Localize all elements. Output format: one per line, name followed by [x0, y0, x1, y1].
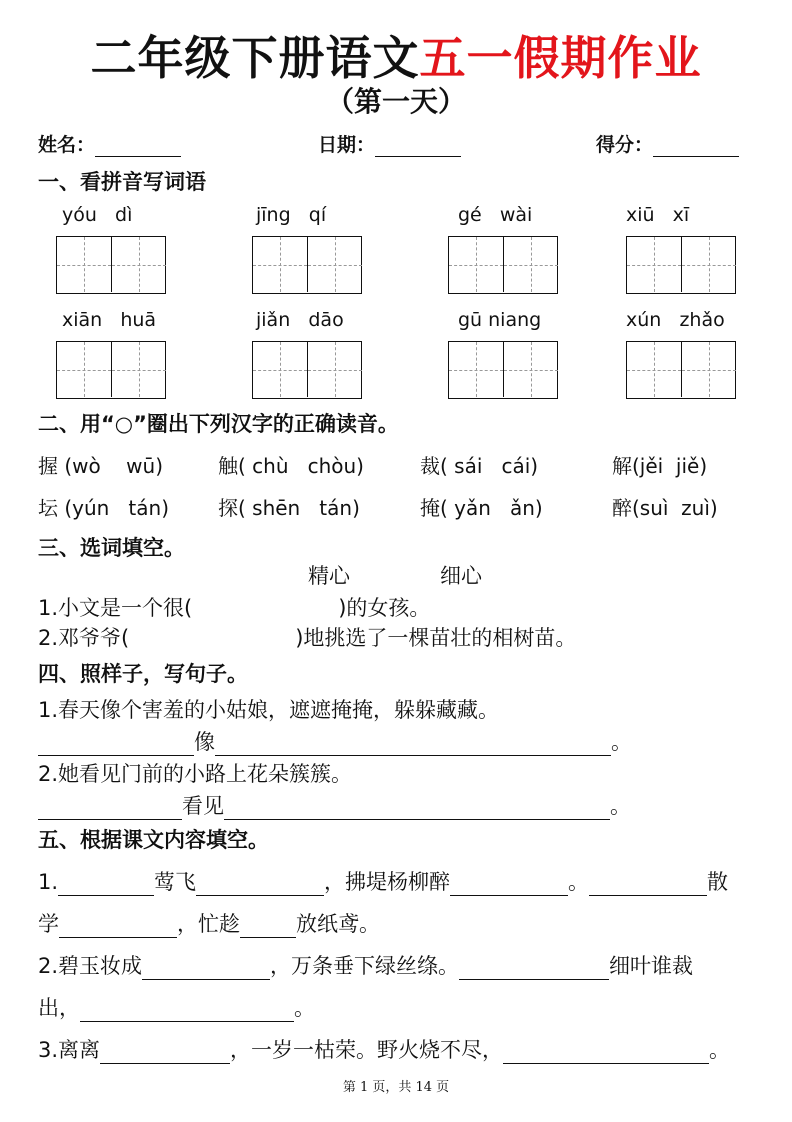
score-blank[interactable] — [653, 134, 739, 157]
fill-text: ，一岁一枯荣。野火烧不尽， — [230, 1038, 504, 1062]
reading-choice[interactable]: 触( chù chòu) — [218, 454, 364, 478]
section-1-heading: 一、看拼音写词语 — [38, 170, 206, 194]
writing-grid[interactable] — [448, 236, 558, 294]
period: 。 — [610, 794, 631, 818]
pinyin-label: xiū xī — [626, 204, 690, 226]
period: 。 — [611, 730, 632, 754]
date-blank[interactable] — [375, 134, 461, 157]
word-option: 细心 — [440, 564, 482, 588]
fill-text: 。 — [294, 996, 315, 1020]
name-field — [38, 130, 181, 157]
poem-fill-line-1 — [38, 866, 728, 896]
fill-text: ，忙趁 — [177, 912, 240, 936]
fill-text: 。 — [709, 1038, 731, 1062]
answer-blank[interactable] — [58, 873, 154, 896]
fill-text: 散 — [707, 870, 729, 894]
pinyin-label: yóu dì — [62, 204, 133, 226]
poem-fill-line-5 — [38, 1034, 730, 1064]
answer-blank[interactable] — [80, 999, 294, 1022]
q1-prefix: 1.小文是一个很( — [38, 596, 193, 620]
imitate-keyword: 看见 — [182, 794, 224, 818]
date-label: 日期： — [318, 134, 376, 156]
imitate-line-2 — [38, 790, 631, 820]
pinyin-label: jīng qí — [256, 204, 327, 226]
pinyin-label: xiān huā — [62, 309, 157, 331]
score-field — [596, 130, 739, 157]
reading-choice[interactable]: 解(jěi jiě) — [612, 454, 708, 478]
q1-suffix: )的女孩。 — [338, 596, 431, 620]
answer-blank[interactable] — [240, 915, 296, 938]
answer-blank[interactable] — [196, 873, 324, 896]
writing-grid[interactable] — [252, 341, 362, 399]
title-part-red: 五一假期作业 — [419, 31, 702, 85]
answer-blank[interactable] — [503, 1041, 709, 1064]
fill-text: 。 — [568, 870, 590, 894]
answer-blank[interactable] — [215, 733, 611, 756]
fill-text: 学 — [38, 912, 59, 936]
pinyin-label: xún zhǎo — [626, 309, 725, 331]
date-field — [318, 130, 461, 157]
fill-text: 出， — [38, 996, 80, 1020]
choose-question-2 — [38, 622, 576, 652]
writing-grid[interactable] — [448, 341, 558, 399]
poem-fill-line-2 — [38, 908, 380, 938]
writing-grid[interactable] — [56, 341, 166, 399]
reading-choice[interactable]: 探( shēn tán) — [218, 496, 360, 520]
reading-choice[interactable]: 醉(suì zuì) — [612, 496, 718, 520]
answer-blank[interactable] — [459, 957, 609, 980]
score-label: 得分： — [596, 134, 654, 156]
reading-choice[interactable]: 握 (wò wū) — [38, 454, 164, 478]
name-blank[interactable] — [95, 134, 181, 157]
pinyin-label: jiǎn dāo — [256, 309, 344, 331]
fill-text: 细叶谁裁 — [609, 954, 694, 978]
title-part-black: 二年级下册语文 — [90, 31, 420, 85]
answer-blank[interactable] — [38, 797, 182, 820]
imitate-keyword: 像 — [194, 730, 215, 754]
section-5-heading: 五、根据课文内容填空。 — [38, 828, 269, 852]
fill-text: 2.碧玉妆成 — [38, 954, 143, 978]
pinyin-label: gé wài — [458, 204, 533, 226]
poem-fill-line-4 — [38, 992, 315, 1022]
writing-grid[interactable] — [626, 236, 736, 294]
fill-text: ，拂堤杨柳醉 — [324, 870, 451, 894]
page-subtitle: （第一天） — [325, 85, 466, 118]
page-title — [0, 28, 792, 88]
section-2-heading: 二、用“○”圈出下列汉字的正确读音。 — [38, 412, 399, 436]
fill-text: 放纸鸢。 — [296, 912, 380, 936]
fill-text: 3.离离 — [38, 1038, 101, 1062]
answer-blank[interactable] — [59, 915, 177, 938]
writing-grid[interactable] — [56, 236, 166, 294]
answer-blank[interactable] — [450, 873, 568, 896]
choose-question-1 — [38, 592, 430, 622]
fill-text: 莺飞 — [154, 870, 197, 894]
name-label: 姓名： — [38, 134, 96, 156]
imitate-line-1 — [38, 726, 632, 756]
reading-choice[interactable]: 掩( yǎn ǎn) — [420, 496, 543, 520]
section-3-heading: 三、选词填空。 — [38, 536, 185, 560]
answer-blank[interactable] — [142, 957, 270, 980]
example-sentence-2: 2.她看见门前的小路上花朵簇簇。 — [38, 762, 353, 786]
section-4-heading: 四、照样子，写句子。 — [38, 662, 248, 686]
q2-suffix: )地挑选了一棵苗壮的相树苗。 — [295, 626, 577, 650]
poem-fill-line-3 — [38, 950, 693, 980]
fill-text: ，万条垂下绿丝绦。 — [270, 954, 460, 978]
answer-blank[interactable] — [100, 1041, 230, 1064]
q2-prefix: 2.邓爷爷( — [38, 626, 130, 650]
answer-blank[interactable] — [589, 873, 707, 896]
page-footer: 第 1 页，共 14 页 — [342, 1080, 450, 1095]
example-sentence-1: 1.春天像个害羞的小姑娘，遮遮掩掩，躲躲藏藏。 — [38, 698, 500, 722]
writing-grid[interactable] — [626, 341, 736, 399]
word-option: 精心 — [308, 564, 350, 588]
answer-blank[interactable] — [38, 733, 194, 756]
answer-blank[interactable] — [224, 797, 610, 820]
reading-choice[interactable]: 裁( sái cái) — [420, 454, 539, 478]
fill-text: 1. — [38, 870, 59, 894]
pinyin-label: gū niang — [458, 309, 542, 331]
writing-grid[interactable] — [252, 236, 362, 294]
reading-choice[interactable]: 坛 (yún tán) — [38, 496, 169, 520]
